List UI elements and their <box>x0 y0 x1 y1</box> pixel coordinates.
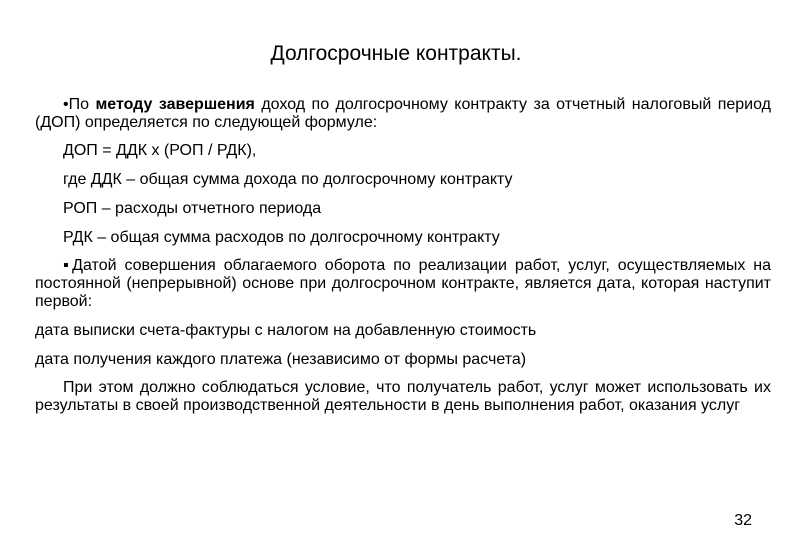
paragraph-text: Датой совершения облагаемого оборота по реализации работ, услуг, осуществляемых на постоянной (непрерывной) основе при долгосрочном контракте, является дата, которая наступит первой: <box>35 257 771 310</box>
slide-title: Долгосрочные контракты. <box>270 42 522 65</box>
definition-ddk: где ДДК – общая сумма дохода по долгосрочному контракту <box>63 171 513 188</box>
paragraph-condition: При этом должно соблюдаться условие, что получатель работ, услуг может использовать их результаты в своей производственной деятельности в день выполнения работ, оказания услуг <box>35 379 771 414</box>
definition-rdk: РДК – общая сумма расходов по долгосрочному контракту <box>63 229 500 246</box>
list-item-payment-date: дата получения каждого платежа (независимо от формы расчета) <box>35 351 527 368</box>
square-bullet-icon: ▪ <box>63 257 73 274</box>
definition-rop: РОП – расходы отчетного периода <box>63 200 322 217</box>
emphasis-completion-method: методу завершения <box>95 96 255 113</box>
slide-body <box>35 96 771 415</box>
paragraph-rest: доход по долгосрочному контракту за отчетный налоговый период (ДОП) определяется по следующей формуле: <box>35 96 771 131</box>
paragraph-lead: По <box>68 96 96 113</box>
formula-line: ДОП = ДДК х (РОП / РДК), <box>63 142 257 159</box>
bullet-icon: • <box>63 96 69 113</box>
paragraph-completion-method <box>35 96 771 132</box>
list-item-invoice-date: дата выписки счета-фактуры с налогом на добавленную стоимость <box>35 322 537 339</box>
page-number: 32 <box>734 512 752 529</box>
paragraph-turnover-date <box>35 257 771 311</box>
